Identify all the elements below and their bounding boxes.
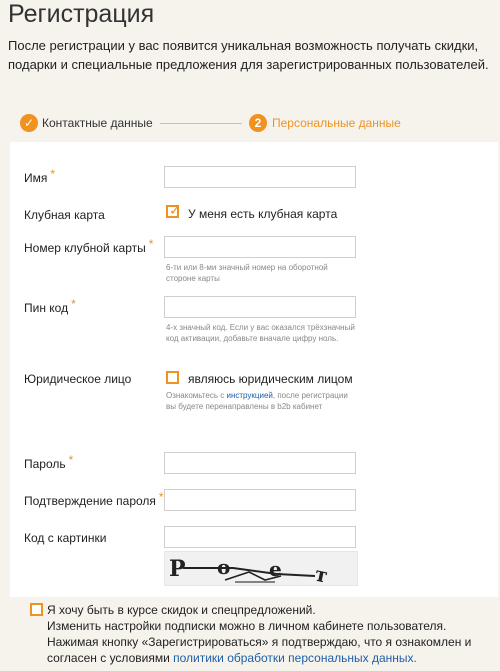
pin-label: Пин код * (24, 297, 76, 315)
card-number-hint: 6-ти или 8-ми значный номер на оборотной стороне карты (166, 263, 328, 283)
subscribe-text: Я хочу быть в курсе скидок и спецпредложений. Изменить настройки подписки можно в личном кабинете пользователя. Нажимая кнопку «Зарегистрироваться» я подтверждаю, что я ознакомлен и согласен с условиями политики обработки персональных данных. (47, 603, 472, 665)
step-1-check-icon: ✓ (20, 114, 38, 132)
name-label: Имя * (24, 167, 56, 185)
password-input[interactable] (164, 452, 356, 474)
registration-steps (20, 114, 490, 134)
legal-entity-label: Юридическое лицо (24, 372, 132, 386)
captcha-label: Код с картинки (24, 531, 107, 545)
card-number-label: Номер клубной карты * (24, 237, 154, 255)
password-confirm-label: Подтверждение пароля * (24, 490, 164, 508)
name-input[interactable] (164, 166, 356, 188)
svg-text:e: e (269, 557, 282, 581)
pin-hint: 4-х значный код. Если у вас оказался трёхзначный код активации, добавьте вначале цифру ноль. (166, 323, 355, 343)
step-connector (160, 123, 242, 124)
legal-entity-hint: Ознакомьтесь с инструкцией, после регистрации вы будете перенаправлены в b2b кабинет (166, 391, 348, 411)
club-card-checkbox[interactable] (166, 202, 181, 218)
step-2-number-badge: 2 (249, 114, 267, 132)
page-title: Регистрация (8, 0, 155, 28)
password-label: Пароль * (24, 453, 74, 471)
step-1-label: Контактные данные (42, 116, 153, 130)
pin-input[interactable] (164, 296, 356, 318)
club-card-checkbox-label[interactable]: У меня есть клубная карта (188, 207, 338, 221)
privacy-policy-link[interactable]: политики обработки персональных данных. (173, 651, 417, 665)
checkmark-icon: ✓ (169, 202, 181, 218)
step-2-label: Персональные данные (272, 116, 401, 130)
captcha-input[interactable] (164, 526, 356, 548)
svg-text:o: o (217, 555, 231, 579)
password-confirm-input[interactable] (164, 489, 356, 511)
card-number-input[interactable] (164, 236, 356, 258)
captcha-image (164, 551, 358, 586)
club-card-label: Клубная карта (24, 208, 105, 222)
svg-text:т: т (312, 561, 331, 587)
instruction-link[interactable]: инструкцией (226, 391, 273, 400)
intro-text: После регистрации у вас появится уникальная возможность получать скидки, подарки и специальные предложения для зарегистрированных пользователей. (8, 38, 489, 72)
subscribe-checkbox[interactable] (30, 603, 43, 616)
legal-entity-checkbox[interactable] (166, 371, 179, 384)
legal-entity-checkbox-label[interactable]: являюсь юридическим лицом (188, 372, 353, 386)
svg-text:P: P (169, 556, 186, 582)
